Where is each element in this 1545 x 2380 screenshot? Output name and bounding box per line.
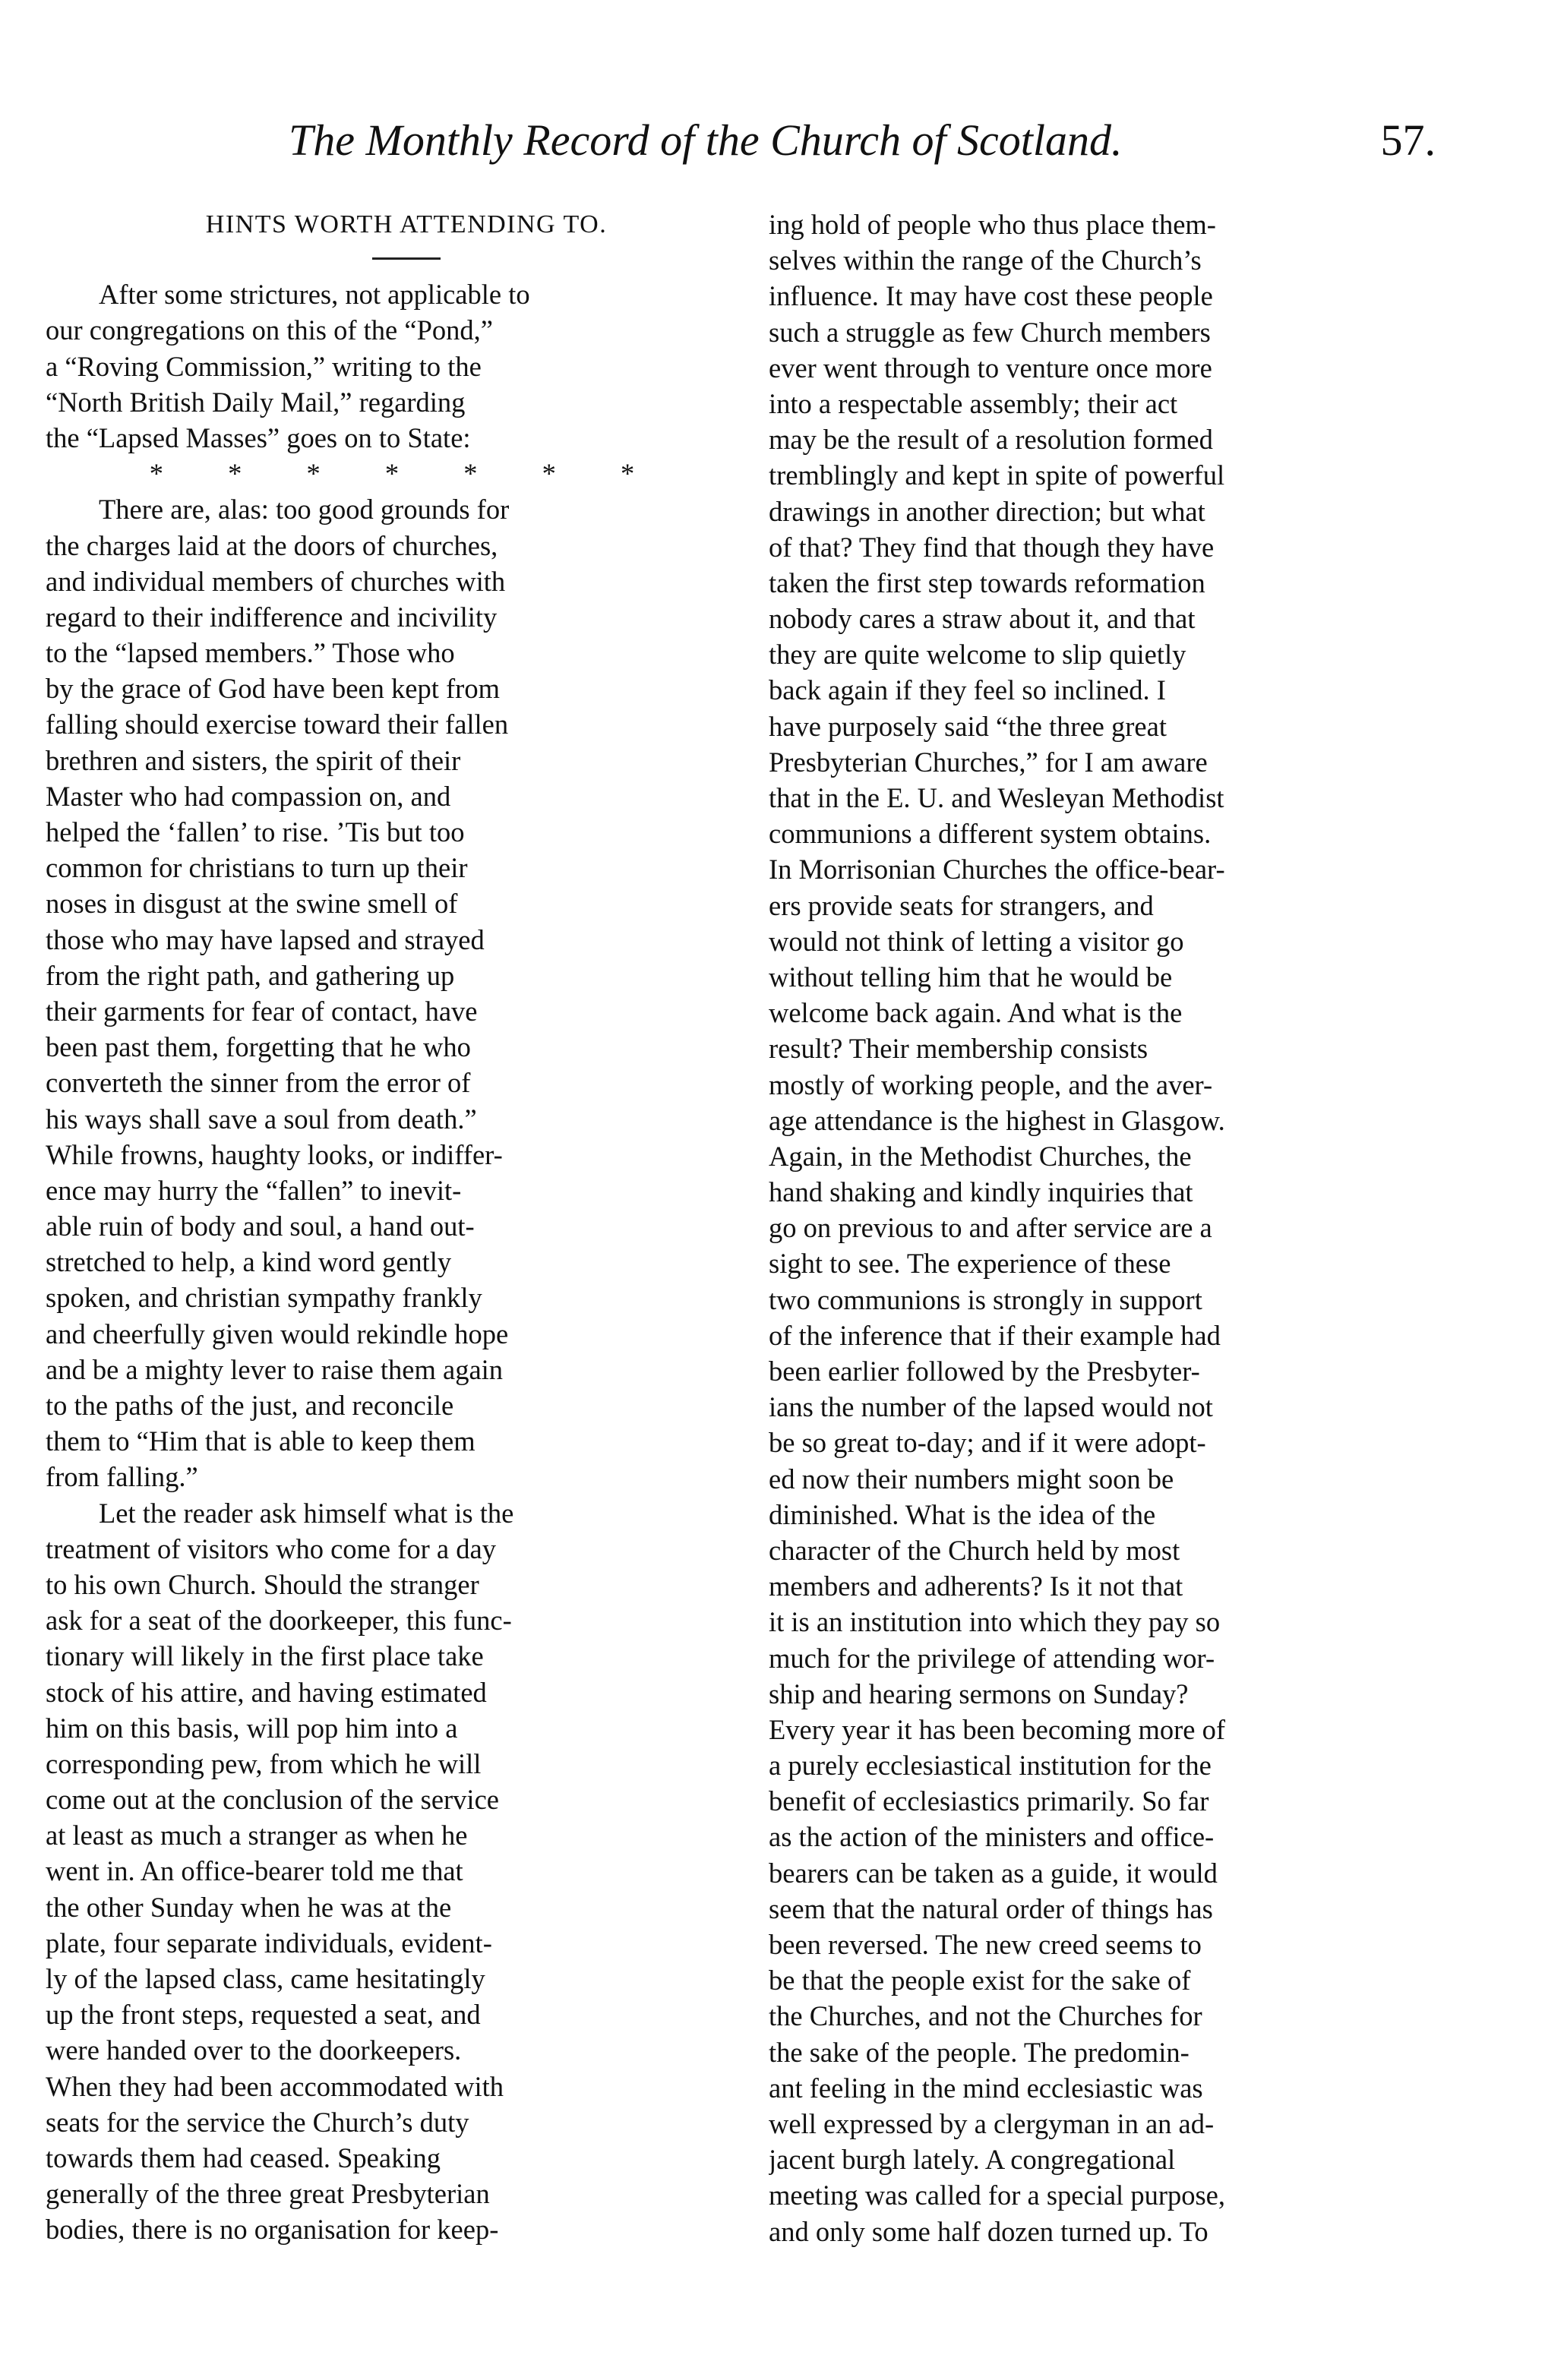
text-line: be that the people exist for the sake of [769,1965,1191,1996]
text-line: members and adherents? Is it not that [769,1570,1183,1602]
text-line: When they had been accommodated with [46,2070,504,2102]
text-line: bodies, there is no organisation for keep- [46,2214,499,2246]
text-line: character of the Church held by most [769,1534,1180,1566]
text-line: ed now their numbers might soon be [769,1463,1174,1495]
text-line: ence may hurry the “fallen” to inevit- [46,1174,462,1206]
text-line: tremblingly and kept in spite of powerful [769,459,1225,491]
text-line: ant feeling in the mind ecclesiastic was [769,2072,1203,2104]
text-line: mostly of working people, and the aver- [769,1068,1213,1100]
text-line: noses in disgust at the swine smell of [46,888,458,920]
text-line: him on this basis, will pop him into a [46,1712,458,1744]
left-column [46,207,767,2248]
text-line: up the front steps, requested a seat, and [46,1999,481,2031]
text-line: to the paths of the just, and reconcile [46,1390,454,1421]
text-line: they are quite welcome to slip quietly [769,639,1186,671]
text-line: and individual members of churches with [46,565,506,597]
text-line: drawings in another direction; but what [769,495,1205,527]
text-line: taken the first step towards reformation [769,567,1205,598]
text-line: falling should exercise toward their fallen [46,709,509,740]
text-line: common for christians to turn up their [46,852,468,884]
text-line: went in. An office-bearer told me that [46,1855,463,1887]
text-line: it is an institution into which they pay so [769,1606,1221,1638]
text-line: converteth the sinner from the error of [46,1067,471,1099]
text-line: communions a different system obtains. [769,818,1212,850]
text-line: ly of the lapsed class, came hesitatingly [46,1963,485,1994]
text-line: While frowns, haughty looks, or indiffer- [46,1138,503,1170]
text-line: ing hold of people who thus place them- [769,209,1216,240]
text-line: come out at the conclusion of the service [46,1784,499,1816]
text-line: of the inference that if their example had [769,1319,1221,1351]
text-line: and be a mighty lever to raise them again [46,1353,504,1385]
text-line: generally of the three great Presbyterian [46,2178,490,2210]
text-line: treatment of visitors who come for a day [46,1532,496,1564]
page-number: 57. [1380,115,1436,165]
text-line: go on previous to and after service are a [769,1212,1212,1244]
text-line: those who may have lapsed and strayed [46,923,485,955]
text-line: After some strictures, not applicable to [99,279,530,311]
text-line: been past them, forgetting that he who [46,1031,471,1063]
text-line: Master who had compassion on, and [46,780,451,812]
text-line: were handed over to the doorkeepers. [46,2034,462,2066]
text-line: jacent burgh lately. A congregational [769,2144,1176,2176]
heading-rule [372,257,441,260]
text-line: stock of his attire, and having estimated [46,1676,487,1708]
section-stars: * * * * * * * [149,458,664,490]
text-line: seem that the natural order of things has [769,1892,1213,1924]
text-line: as the action of the ministers and office- [769,1821,1215,1853]
text-line: to his own Church. Should the stranger [46,1568,479,1600]
text-line: plate, four separate individuals, evident- [46,1927,492,1959]
text-line: two communions is strongly in support [769,1283,1202,1315]
text-line: selves within the range of the Church’s [769,245,1202,276]
text-line: nobody cares a straw about it, and that [769,603,1196,635]
text-line: at least as much a stranger as when he [46,1820,468,1851]
text-line: seats for the service the Church’s duty [46,2106,469,2138]
text-line: and only some half dozen turned up. To [769,2215,1209,2247]
text-line: that in the E. U. and Wesleyan Methodist [769,782,1224,813]
text-line: from the right path, and gathering up [46,959,455,991]
text-line: meeting was called for a special purpose, [769,2180,1226,2211]
journal-title: The Monthly Record of the Church of Scotland. [289,115,1123,165]
text-line: Presbyterian Churches,” for I am aware [769,746,1208,778]
text-line: our congregations on this of the “Pond,” [46,314,493,346]
text-line: spoken, and christian sympathy frankly [46,1282,482,1314]
text-line: their garments for fear of contact, have [46,995,478,1027]
text-line: by the grace of God have been kept from [46,673,500,705]
text-line: ers provide seats for strangers, and [769,889,1154,921]
text-line: tionary will likely in the first place take [46,1640,484,1672]
text-line: been reversed. The new creed seems to [769,1929,1202,1960]
right-column [769,207,1490,2249]
text-line: the other Sunday when he was at the [46,1891,452,1923]
text-line: ask for a seat of the doorkeeper, this func- [46,1605,512,1637]
text-line: Again, in the Methodist Churches, the [769,1140,1192,1172]
text-line: would not think of letting a visitor go [769,925,1184,957]
text-line: benefit of ecclesiastics primarily. So far [769,1785,1209,1817]
text-line: sight to see. The experience of these [769,1248,1171,1280]
text-line: without telling him that he would be [769,961,1173,993]
text-line: towards them had ceased. Speaking [46,2142,441,2173]
text-line: corresponding pew, from which he will [46,1747,482,1779]
text-line: his ways shall save a soul from death.” [46,1103,477,1135]
text-line: them to “Him that is able to keep them [46,1425,476,1457]
text-line: Every year it has been becoming more of [769,1713,1226,1745]
text-line: a “Roving Commission,” writing to the [46,350,482,382]
text-line: the charges laid at the doors of churches, [46,529,498,561]
text-line: ship and hearing sermons on Sunday? [769,1678,1189,1709]
text-line: “North British Daily Mail,” regarding [46,386,466,418]
text-line: brethren and sisters, the spirit of their [46,744,461,776]
text-line: bearers can be taken as a guide, it would [769,1857,1218,1889]
text-line: stretched to help, a kind word gently [46,1246,452,1278]
text-line: influence. It may have cost these people [769,280,1213,312]
text-line: and cheerfully given would rekindle hope [46,1318,509,1349]
text-line: diminished. What is the idea of the [769,1498,1156,1530]
text-line: There are, alas: too good grounds for [99,494,510,526]
text-line: ever went through to venture once more [769,352,1212,384]
text-line: helped the ‘fallen’ to rise. ’Tis but too [46,816,465,848]
text-line: hand shaking and kindly inquiries that [769,1176,1193,1208]
text-line: be so great to-day; and if it were adopt- [769,1427,1206,1459]
text-line: Let the reader ask himself what is the [99,1497,514,1529]
text-line: to the “lapsed members.” Those who [46,637,455,669]
text-line: regard to their indifference and incivility [46,601,498,633]
text-line: of that? They find that though they have [769,531,1215,563]
article-heading: HINTS WORTH ATTENDING TO. [205,210,608,238]
text-line: been earlier followed by the Presbyter- [769,1356,1200,1387]
text-line: ians the number of the lapsed would not [769,1391,1213,1423]
text-line: the “Lapsed Masses” goes on to State: [46,421,471,453]
running-head [289,114,1436,175]
text-line: result? Their membership consists [769,1033,1148,1065]
text-line: able ruin of body and soul, a hand out- [46,1211,475,1242]
text-line: In Morrisonian Churches the office-bear- [769,854,1225,885]
text-line: the Churches, and not the Churches for [769,2000,1202,2032]
text-line: may be the result of a resolution formed [769,424,1213,456]
text-line: into a respectable assembly; their act [769,387,1178,419]
text-line: age attendance is the highest in Glasgow. [769,1104,1225,1136]
text-line: well expressed by a clergyman in an ad- [769,2107,1215,2139]
text-line: such a struggle as few Church members [769,316,1211,348]
text-line: from falling.” [46,1461,198,1493]
text-line: have purposely said “the three great [769,710,1167,742]
text-line: a purely ecclesiastical institution for the [769,1750,1212,1782]
text-line: much for the privilege of attending wor- [769,1642,1215,1674]
text-line: back again if they feel so inclined. I [769,674,1166,706]
text-line: the sake of the people. The predomin- [769,2036,1190,2068]
text-line: welcome back again. And what is the [769,997,1183,1029]
